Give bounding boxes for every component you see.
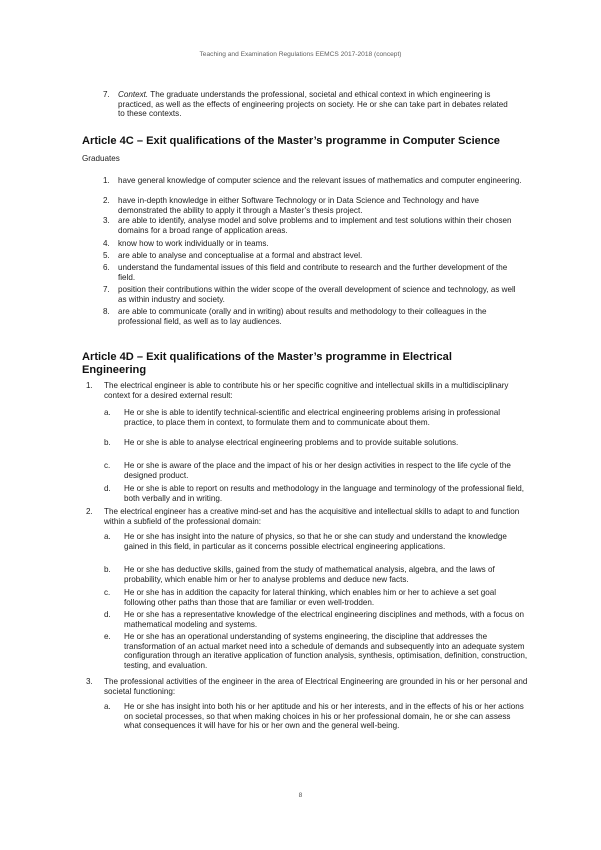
list-item: The electrical engineer is able to contribute his or her specific cognitive and intellectual skills in a multidisciplinary context for a desired external result: [104, 381, 509, 400]
list-number: 8. [103, 307, 110, 316]
sub-item: He or she is able to identify technical-scientific and electrical engineering problems arising in professional practice, to place them in context, to formulate them and to communicate about them. [124, 408, 501, 427]
context-term: Context. [118, 90, 149, 99]
context-text: The graduate understands the professional, societal and ethical context in which engineering is practiced, as well as the effects of engineering projects on society. He or she can take part in debates related to these contexts. [118, 90, 508, 119]
sub-letter: d. [104, 484, 111, 493]
sub-letter: a. [104, 702, 111, 711]
list-number: 2. [103, 196, 110, 205]
list-number: 1. [103, 176, 110, 185]
list-number: 7. [103, 90, 110, 99]
sub-letter: c. [104, 588, 111, 597]
list-item: know how to work individually or in teams. [118, 239, 269, 248]
list-item: are able to analyse and conceptualise at a formal and abstract level. [118, 251, 363, 260]
list-number: 4. [103, 239, 110, 248]
list-number: 6. [103, 263, 110, 272]
list-item: The electrical engineer has a creative mind-set and has the acquisitive and intellectual skills to adapt to and function within a subfield of the professional domain: [104, 507, 520, 526]
sub-item: He or she has insight into the nature of physics, so that he or she can study and understand the knowledge gained in this field, in particular as it concerns possible electrical engineering applications. [124, 532, 507, 551]
list-item: understand the fundamental issues of this field and contribute to research and the further development of the field. [118, 263, 508, 282]
list-number: 3. [103, 216, 110, 225]
sub-letter: a. [104, 532, 111, 541]
article-4c-title: Article 4C – Exit qualifications of the Master’s programme in Computer Science [82, 135, 500, 147]
list-item: are able to communicate (orally and in writing) about results and methodology to their colleagues in the professional field, as well as to lay audiences. [118, 307, 487, 326]
sub-item: He or she has a representative knowledge of the electrical engineering disciplines and methods, with a focus on mathematical modeling and systems. [124, 610, 524, 629]
sub-letter: e. [104, 632, 111, 641]
sub-letter: b. [104, 438, 111, 447]
list-item: The professional activities of the engineer in the area of Electrical Engineering are grounded in his or her personal and societal functioning: [104, 677, 528, 696]
list-item: have general knowledge of computer science and the relevant issues of mathematics and computer engineering. [118, 176, 522, 185]
running-header: Teaching and Examination Regulations EEMCS 2017-2018 (concept) [199, 51, 402, 58]
sub-letter: d. [104, 610, 111, 619]
sub-item: He or she has insight into both his or her aptitude and his or her interests, and in the effects of his or her actions on societal processes, so that when making choices in his or her professional domain, he or she can assess what consequences it will have for his or her own and the general well-being. [124, 702, 524, 731]
list-number: 2. [86, 507, 93, 516]
list-item: are able to identify, analyse model and solve problems and to implement and test solutions within their chosen domains for a broad range of application areas. [118, 216, 512, 235]
sub-item: He or she has deductive skills, gained from the study of mathematical analysis, algebra, and the laws of probability, which enable him or her to analyse problems and deduce new facts. [124, 565, 495, 584]
sub-item: He or she is able to report on results and methodology in the language and terminology of the professional field, both verbally and in writing. [124, 484, 524, 503]
list-number: 7. [103, 285, 110, 294]
article-4d-title-line2: Engineering [82, 364, 147, 377]
page-number: 8 [298, 792, 303, 799]
sub-item: He or she is aware of the place and the impact of his or her design activities in respect to the life cycle of the designed product. [124, 461, 511, 480]
list-number: 3. [86, 677, 93, 686]
sub-letter: c. [104, 461, 111, 470]
article-4c-intro: Graduates [82, 154, 120, 163]
sub-letter: a. [104, 408, 111, 417]
article-4d-title-line1: Article 4D – Exit qualifications of the Master’s programme in Electrical [82, 351, 452, 363]
list-item: position their contributions within the wider scope of the overall development of science and technology, as well as within industry and society. [118, 285, 516, 304]
sub-item: He or she has in addition the capacity for lateral thinking, which enables him or her to achieve a set goal following other paths than those that are familiar or even well-trodden. [124, 588, 497, 607]
list-number: 1. [86, 381, 93, 390]
sub-item: He or she has an operational understanding of systems engineering, the discipline that addresses the transformation of an actual market need into a schedule of demands and subsequently into an adequate system configuration through an iterative application of function analysis, synthesis, optimisation, definition, construction, testing, and evaluation. [124, 632, 528, 671]
sub-letter: b. [104, 565, 111, 574]
sub-item: He or she is able to analyse electrical engineering problems and to provide suitable solutions. [124, 438, 459, 447]
list-number: 5. [103, 251, 110, 260]
article-4d-title [82, 351, 542, 378]
list-item: have in-depth knowledge in either Software Technology or in Data Science and Technology and have demonstrated the ability to apply it through a Master’s thesis project. [118, 196, 480, 215]
context-paragraph [118, 90, 516, 119]
